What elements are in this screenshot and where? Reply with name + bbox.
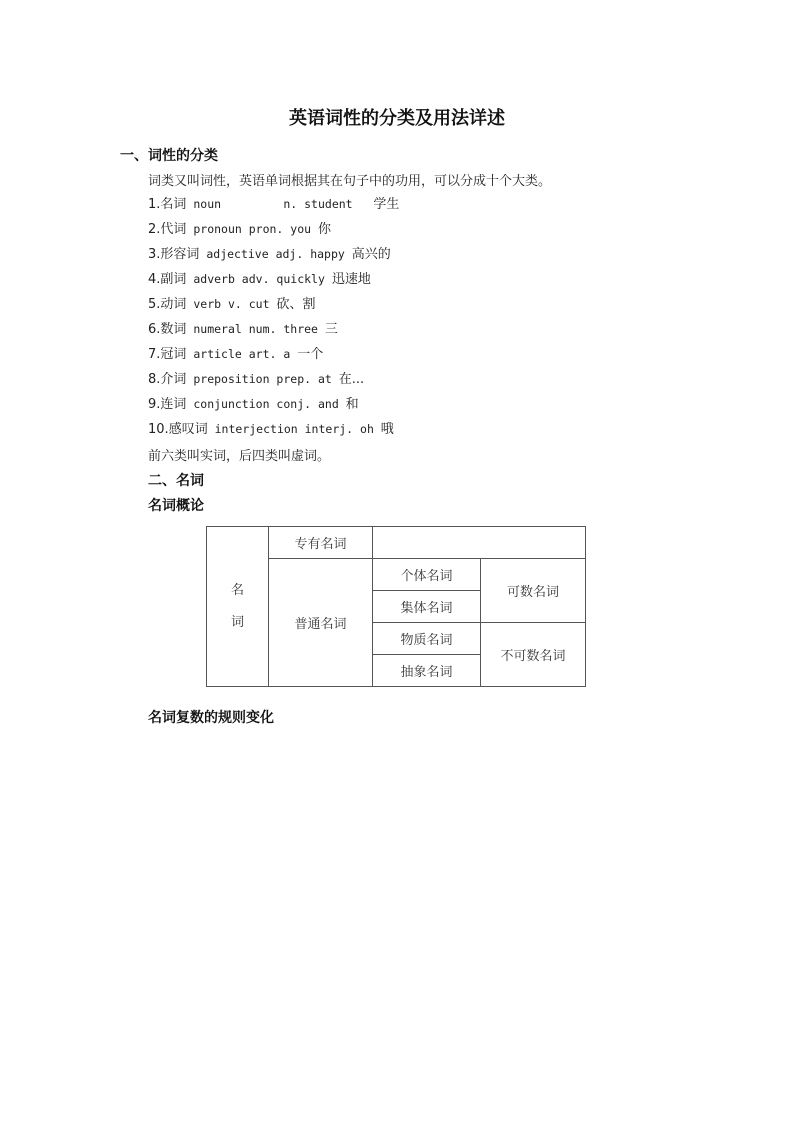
table-cell-material-noun: 物质名词 [373, 623, 481, 655]
section-heading-pos-classification: 一、词性的分类 [120, 148, 218, 164]
summary-sentence: 前六类叫实词，后四类叫虚词。 [148, 449, 331, 464]
list-item: 5.动词 verb v. cut 砍、割 [148, 297, 316, 312]
subheading-plural-rules: 名词复数的规则变化 [148, 710, 274, 726]
table-cell-proper-noun: 专有名词 [269, 527, 373, 559]
list-item: 9.连词 conjunction conj. and 和 [148, 397, 359, 412]
list-item: 4.副词 adverb adv. quickly 迅速地 [148, 272, 371, 287]
list-item: 3.形容词 adjective adj. happy 高兴的 [148, 247, 391, 262]
list-item: 7.冠词 article art. a 一个 [148, 347, 324, 362]
subheading-noun-overview: 名词概论 [148, 498, 204, 514]
table-cell-individual-noun: 个体名词 [373, 559, 481, 591]
list-item: 6.数词 numeral num. three 三 [148, 322, 338, 337]
list-item: 1.名词 noun n. student 学生 [148, 197, 400, 212]
intro-paragraph: 词类又叫词性，英语单词根据其在句子中的功用，可以分成十个大类。 [148, 174, 552, 189]
parts-of-speech-list [148, 195, 399, 445]
page-title: 英语词性的分类及用法详述 [289, 108, 505, 129]
table-cell-collective-noun: 集体名词 [373, 591, 481, 623]
list-item: 8.介词 preposition prep. at 在... [148, 372, 365, 387]
table-cell-abstract-noun: 抽象名词 [373, 655, 481, 687]
table-cell-countable-noun: 可数名词 [481, 559, 586, 623]
list-item: 10.感叹词 interjection interj. oh 哦 [148, 422, 394, 437]
noun-classification-table [206, 526, 586, 687]
table-cell-empty [373, 527, 586, 559]
table-cell-uncountable-noun: 不可数名词 [481, 623, 586, 687]
section-heading-noun: 二、名词 [148, 473, 204, 489]
table-cell-noun-root: 名 词 [207, 527, 269, 687]
list-item: 2.代词 pronoun pron. you 你 [148, 222, 331, 237]
table-cell-common-noun: 普通名词 [269, 559, 373, 687]
